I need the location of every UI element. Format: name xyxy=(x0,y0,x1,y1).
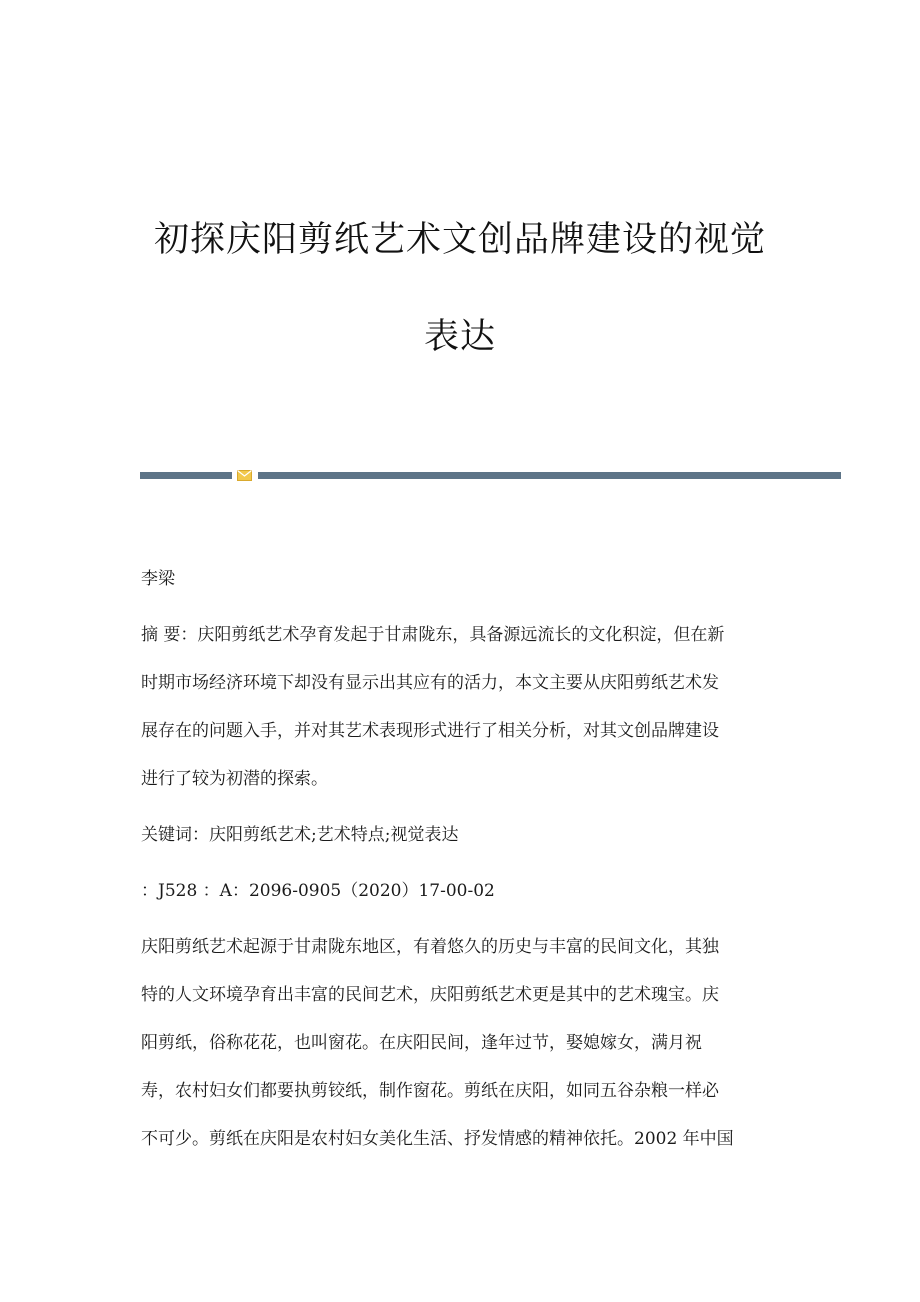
author-name: 李梁 xyxy=(141,569,175,589)
title-line-1: 初探庆阳剪纸艺术文创品牌建设的视觉 xyxy=(153,220,766,260)
abstract-text: 庆阳剪纸艺术孕育发起于甘肃陇东，具备源远流长的文化积淀，但在新 xyxy=(197,625,725,645)
body-line-4: 寿，农村妇女们都要执剪铰纸，制作窗花。剪纸在庆阳，如同五谷杂粮一样必 xyxy=(141,1081,719,1101)
body-line-5: 不可少。剪纸在庆阳是农村妇女美化生活、抒发情感的精神依托。2002 年中国 xyxy=(141,1129,734,1149)
title-divider xyxy=(140,470,841,480)
abstract-line-2: 时期市场经济环境下却没有显示出其应有的活力，本文主要从庆阳剪纸艺术发 xyxy=(141,673,719,693)
abstract-line-3: 展存在的问题入手，并对其艺术表现形式进行了相关分析，对其文创品牌建设 xyxy=(141,721,719,741)
envelope-icon xyxy=(237,470,252,481)
body-line-2: 特的人文环境孕育出丰富的民间艺术，庆阳剪纸艺术更是其中的艺术瑰宝。庆 xyxy=(141,985,719,1005)
classification-line: ：J528 ：A：2096-0905（2020）17-00-02 xyxy=(141,881,495,901)
abstract-label: 摘 要： xyxy=(141,625,198,645)
abstract-line-1 xyxy=(141,625,724,645)
body-line-3: 阳剪纸，俗称花花，也叫窗花。在庆阳民间，逢年过节，娶媳嫁女，满月祝 xyxy=(141,1033,702,1053)
divider-bar-right xyxy=(258,472,841,479)
keywords-value: 庆阳剪纸艺术;艺术特点;视觉表达 xyxy=(209,825,459,845)
keywords-line xyxy=(141,825,458,845)
body-line-1: 庆阳剪纸艺术起源于甘肃陇东地区，有着悠久的历史与丰富的民间文化，其独 xyxy=(141,937,719,957)
abstract-line-4: 进行了较为初潜的探索。 xyxy=(141,769,328,789)
title-line-2: 表达 xyxy=(423,317,496,357)
keywords-label: 关键词： xyxy=(141,825,209,845)
divider-bar-left xyxy=(140,472,232,479)
